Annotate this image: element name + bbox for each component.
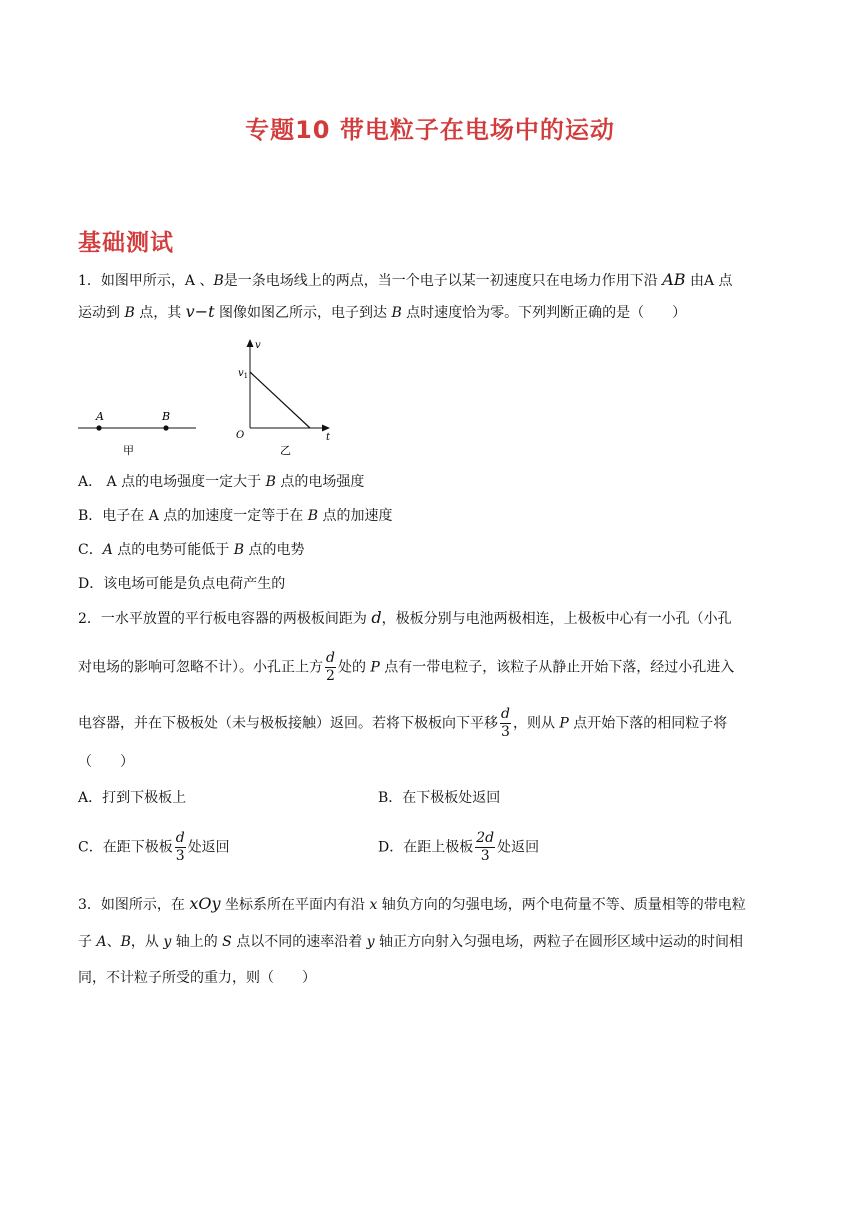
q2-stem-line-2: 对电场的影响可忽略不计）。小孔正上方 $\frac{d}{2}$ 处的 P 点有一带电粒子，该粒子从静止开始下落，经过小孔进入 [78,650,735,684]
origin-label: O [236,430,245,441]
q3-stem-line-1: 3．如图所示，在 xOy 坐标系所在平面内有沿 x 轴负方向的匀强电场，两个电荷量不等、质量相等的带电粒 [78,894,746,913]
q1-option-b: B．电子在 A 点的加速度一定等于在 B 点的加速度 [78,508,393,524]
q3-stem-line-3: 同，不计粒子所受的重力，则（ ） [78,970,316,986]
q2-stem-line-1: 2．一水平放置的平行板电容器的两极板间距为 d，极板分别与电池两极相连，上极板中心有一小孔（小孔 [78,608,732,627]
q1-stem-line-1: 1．如图甲所示，A 、B是一条电场线上的两点，当一个电子以某一初速度只在电场力作用下沿 AB 由A 点 [78,270,733,289]
figure-yi-caption: 乙 [280,444,291,457]
point-b-dot [163,425,168,430]
q1-option-c: C．A 点的电势可能低于 B 点的电势 [78,542,305,558]
q3-stem-line-2: 子 A、B，从 y 轴上的 S 点以不同的速率沿着 y 轴正方向射入匀强电场，两粒子在圆形区域中运动的时间相 [78,934,744,950]
q2-option-c: C．在距下极板 $\frac{d}{3}$ 处返回 [78,830,230,864]
fraction-d-over-3: $\frac{d}{3}$ [175,830,185,864]
fraction-d-over-3: $\frac{d}{3}$ [501,706,510,740]
section-heading: 基础测试 [78,230,174,256]
q1-figure [70,334,350,460]
q2-option-a: A．打到下极板上 [78,790,187,806]
v-axis-label: v [255,340,261,351]
q1-option-d: D．该电场可能是负点电荷产生的 [78,576,286,592]
q1-option-a: A． A 点的电场强度一定大于 B 点的电场强度 [78,474,365,490]
fraction-2d-over-3: $\frac{2d}{3}$ [476,830,495,864]
v1-label: $v_1$ [238,368,249,380]
point-a-dot [96,425,101,430]
t-axis-label: t [326,432,331,443]
point-b-label: B [162,410,171,423]
point-a-label: A [96,410,104,423]
q2-option-b: B．在下极板处返回 [378,790,501,806]
q2-stem-line-4: （ ） [78,754,134,770]
figure-jia-caption: 甲 [123,444,134,457]
q1-stem-line-2: 运动到 B 点，其 v−t 图像如图乙所示，电子到达 B 点时速度恰为零。下列判断正确的是（ ） [78,302,687,321]
q2-stem-line-3: 电容器，并在下极板处（未与极板接触）返回。若将下极板向下平移 $\frac{d}{3}$ ，则从 P 点开始下落的相同粒子将 [78,706,728,740]
page-title: 专题10 带电粒子在电场中的运动 [245,116,615,144]
t-axis-arrow-icon [322,425,330,432]
v-axis-arrow-icon [247,339,254,347]
fraction-d-over-2: $\frac{d}{2}$ [326,650,335,684]
q2-option-d: D．在距上极板 $\frac{2d}{3}$ 处返回 [378,830,540,864]
vt-graph-line [250,372,310,428]
